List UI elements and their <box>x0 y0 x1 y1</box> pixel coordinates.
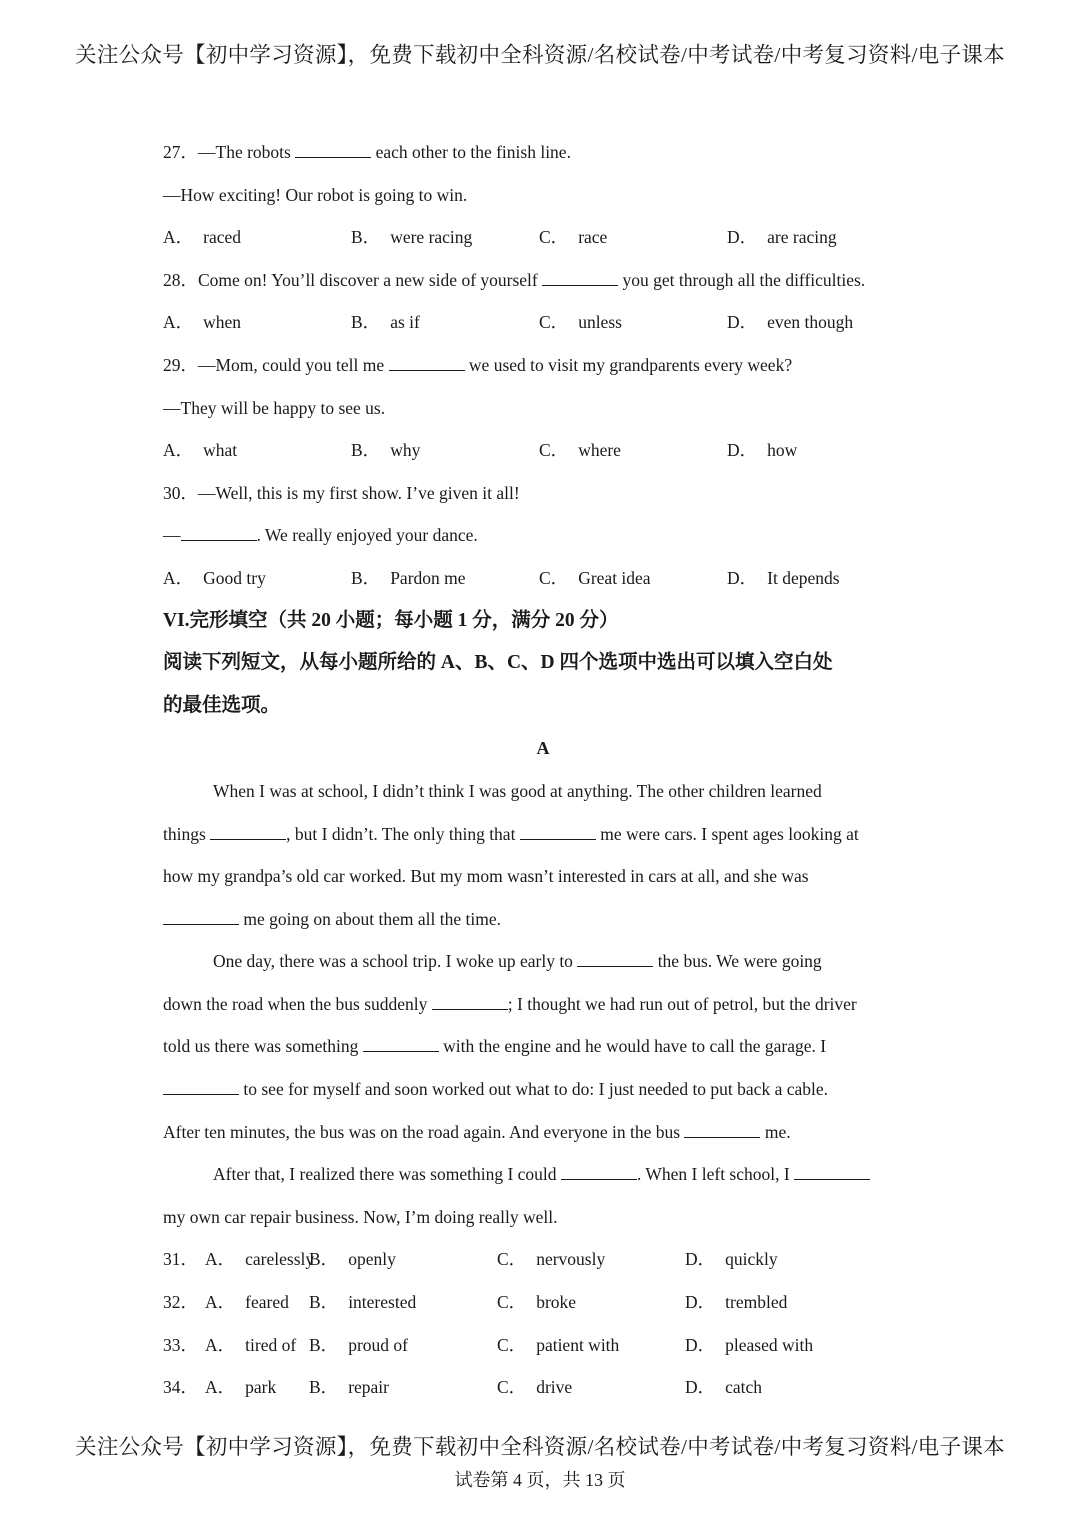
question-27-options <box>163 223 923 266</box>
option-b <box>309 1245 497 1288</box>
option-b <box>309 1331 497 1374</box>
text-segment: pleased with <box>725 1334 814 1355</box>
text-segment: C． <box>539 227 569 248</box>
text-segment: we used to visit my grandparents every week? <box>464 354 793 375</box>
text-segment: catch <box>725 1377 763 1398</box>
text-segment: B． <box>351 312 381 333</box>
question-28-options <box>163 308 923 351</box>
option-c <box>539 564 727 607</box>
option-d <box>727 308 915 351</box>
section-instruction-2: 的最佳选项。 <box>163 694 281 716</box>
text-segment: After that, I realized there was something I could <box>213 1164 561 1185</box>
text-segment: repair <box>348 1377 389 1398</box>
promo-banner-top: 关注公众号【初中学习资源】，免费下载初中全科资源/名校试卷/中考试卷/中考复习资料/电子课本 <box>75 43 1005 67</box>
option-a <box>163 1373 309 1416</box>
exam-content <box>163 138 923 1416</box>
answer-blank <box>577 948 653 967</box>
option-a <box>163 1331 309 1374</box>
text-segment: B． <box>309 1377 339 1398</box>
text-segment: interested <box>348 1292 417 1313</box>
text-segment: things <box>163 823 211 844</box>
passage-line <box>163 820 923 863</box>
text-segment: One day, there was a school trip. I woke up early to <box>213 951 578 972</box>
text-segment: C． <box>497 1377 527 1398</box>
answer-blank <box>520 821 596 840</box>
text-segment: 34． <box>163 1377 198 1398</box>
text-segment: Good try <box>203 567 266 588</box>
text-segment: A． <box>163 312 194 333</box>
answer-blank <box>794 1161 870 1180</box>
text-segment: D． <box>685 1249 716 1270</box>
option-a <box>163 1288 309 1331</box>
text-segment: A． <box>205 1377 236 1398</box>
text-segment: ; I thought we had run out of petrol, but the driver <box>507 993 857 1014</box>
option-a <box>163 564 351 607</box>
text-segment: with the engine and he would have to call the garage. I <box>438 1036 827 1057</box>
text-segment: D． <box>685 1334 716 1355</box>
option-b <box>351 564 539 607</box>
text-segment: C． <box>539 312 569 333</box>
text-segment: B． <box>351 440 381 461</box>
text-segment: each other to the finish line. <box>371 142 571 162</box>
text-segment: how <box>767 440 798 461</box>
text-segment: me going on about them all the time. <box>239 908 501 929</box>
answer-blank <box>542 267 618 286</box>
cloze-question-32 <box>163 1288 923 1331</box>
question-27-reply: —How exciting! Our robot is going to win. <box>163 184 468 205</box>
text-segment: are racing <box>767 227 837 248</box>
section-title: VI.完形填空（共 20 小题；每小题 1 分，满分 20 分） <box>163 609 619 631</box>
option-a <box>163 436 351 479</box>
answer-blank <box>295 139 371 158</box>
option-a <box>163 308 351 351</box>
question-29-reply: —They will be happy to see us. <box>163 397 386 418</box>
question-27-stem <box>163 138 923 181</box>
text-segment: It depends <box>767 567 840 588</box>
question-29-stem <box>163 351 923 394</box>
option-c <box>539 223 727 266</box>
answer-blank <box>210 821 286 840</box>
text-segment: you get through all the difficulties. <box>618 269 866 290</box>
page-number: 试卷第 4 页，共 13 页 <box>454 1470 626 1490</box>
option-d <box>685 1373 873 1416</box>
text-segment: B． <box>309 1334 339 1355</box>
question-29-options <box>163 436 923 479</box>
option-d <box>685 1288 873 1331</box>
text-segment: when <box>203 312 242 333</box>
text-segment: C． <box>497 1249 527 1270</box>
text-segment: drive <box>536 1377 573 1398</box>
text-segment: broke <box>536 1292 577 1313</box>
text-segment: to see for myself and soon worked out what to do: I just needed to put back a cable. <box>239 1079 829 1100</box>
option-c <box>497 1288 685 1331</box>
text-segment: even though <box>767 312 854 333</box>
option-c <box>539 308 727 351</box>
text-segment: me. <box>760 1121 791 1142</box>
text-segment: A． <box>163 440 194 461</box>
text-segment: 32． <box>163 1292 198 1313</box>
text-segment: After ten minutes, the bus was on the road again. And everyone in the bus <box>163 1121 685 1142</box>
text-segment: B． <box>309 1292 339 1313</box>
question-30-options <box>163 564 923 607</box>
answer-blank <box>432 991 508 1010</box>
option-c <box>497 1331 685 1374</box>
option-d <box>685 1331 873 1374</box>
text-segment: the bus. We were going <box>653 951 822 972</box>
text-segment: 27．—The robots <box>163 142 296 162</box>
text-segment: raced <box>203 227 242 248</box>
answer-blank <box>181 522 257 541</box>
text-segment: carelessly <box>245 1249 315 1270</box>
text-segment: 33． <box>163 1334 198 1355</box>
text-segment: feared <box>245 1292 289 1313</box>
answer-blank <box>389 352 465 371</box>
text-segment: D． <box>727 312 758 333</box>
text-segment: B． <box>309 1249 339 1270</box>
text-segment: openly <box>348 1249 396 1270</box>
option-b <box>351 308 539 351</box>
answer-blank <box>363 1033 439 1052</box>
text-segment: . We really enjoyed your dance. <box>256 525 478 546</box>
text-segment: D． <box>727 567 758 588</box>
question-30-reply <box>163 521 923 564</box>
cloze-question-33 <box>163 1331 923 1374</box>
passage-line <box>163 1075 923 1118</box>
passage-line <box>163 1118 923 1161</box>
option-c <box>497 1245 685 1288</box>
passage-line <box>163 1160 923 1203</box>
text-segment: park <box>245 1377 277 1398</box>
text-segment: were racing <box>390 227 473 248</box>
section-instruction-1: 阅读下列短文，从每小题所给的 A、B、C、D 四个选项中选出可以填入空白处 <box>163 652 833 674</box>
text-segment: . When I left school, I <box>636 1164 795 1185</box>
text-segment: patient with <box>536 1334 620 1355</box>
text-segment: A． <box>163 567 194 588</box>
text-segment: trembled <box>725 1292 788 1313</box>
text-segment: 29．—Mom, could you tell me <box>163 354 389 375</box>
option-b <box>351 223 539 266</box>
passage-line <box>163 905 923 948</box>
text-segment: me were cars. I spent ages looking at <box>595 823 859 844</box>
cloze-question-31 <box>163 1245 923 1288</box>
text-segment: 31． <box>163 1249 198 1270</box>
text-segment: — <box>163 525 181 546</box>
text-segment: proud of <box>348 1334 408 1355</box>
text-segment: unless <box>578 312 622 333</box>
text-segment: C． <box>497 1334 527 1355</box>
text-segment: C． <box>539 440 569 461</box>
text-segment: A． <box>163 227 194 248</box>
option-c <box>497 1373 685 1416</box>
passage-line: my own car repair business. Now, I’m doing really well. <box>163 1206 558 1227</box>
option-b <box>309 1373 497 1416</box>
text-segment: C． <box>497 1292 527 1313</box>
text-segment: down the road when the bus suddenly <box>163 993 432 1014</box>
text-segment: Pardon me <box>390 567 466 588</box>
text-segment: D． <box>727 227 758 248</box>
answer-blank <box>561 1161 637 1180</box>
text-segment: told us there was something <box>163 1036 363 1057</box>
passage-line <box>163 947 923 990</box>
text-segment: tired of <box>245 1334 297 1355</box>
option-b <box>309 1288 497 1331</box>
text-segment: B． <box>351 567 381 588</box>
option-b <box>351 436 539 479</box>
option-d <box>727 223 915 266</box>
text-segment: what <box>203 440 238 461</box>
option-d <box>727 564 915 607</box>
option-c <box>539 436 727 479</box>
passage-line <box>163 1032 923 1075</box>
option-a <box>163 1245 315 1288</box>
answer-blank <box>684 1119 760 1138</box>
text-segment: where <box>578 440 621 461</box>
text-segment: nervously <box>536 1249 606 1270</box>
text-segment: , but I didn’t. The only thing that <box>286 823 520 844</box>
text-segment: Great idea <box>578 567 651 588</box>
cloze-question-34 <box>163 1373 923 1416</box>
answer-blank <box>163 1076 239 1095</box>
option-a <box>163 223 351 266</box>
text-segment: A． <box>205 1334 236 1355</box>
passage-title: A <box>536 738 550 759</box>
question-28-stem <box>163 266 923 309</box>
text-segment: B． <box>351 227 381 248</box>
text-segment: D． <box>685 1292 716 1313</box>
text-segment: A． <box>205 1249 236 1270</box>
passage-line: how my grandpa’s old car worked. But my mom wasn’t interested in cars at all, and she was <box>163 866 809 887</box>
question-30-stem: 30．—Well, this is my first show. I’ve given it all! <box>163 482 520 503</box>
text-segment: C． <box>539 567 569 588</box>
option-d <box>685 1245 873 1288</box>
text-segment: D． <box>685 1377 716 1398</box>
passage-line: When I was at school, I didn’t think I was good at anything. The other children learned <box>213 780 822 801</box>
text-segment: as if <box>390 312 420 333</box>
text-segment: quickly <box>725 1249 778 1270</box>
text-segment: race <box>578 227 608 248</box>
text-segment: A． <box>205 1292 236 1313</box>
option-d <box>727 436 915 479</box>
promo-banner-bottom: 关注公众号【初中学习资源】，免费下载初中全科资源/名校试卷/中考试卷/中考复习资料/电子课本 <box>75 1435 1005 1459</box>
passage-line <box>163 990 923 1033</box>
text-segment: D． <box>727 440 758 461</box>
text-segment: 28．Come on! You’ll discover a new side of yourself <box>163 269 543 290</box>
text-segment: why <box>390 440 421 461</box>
answer-blank <box>163 906 239 925</box>
